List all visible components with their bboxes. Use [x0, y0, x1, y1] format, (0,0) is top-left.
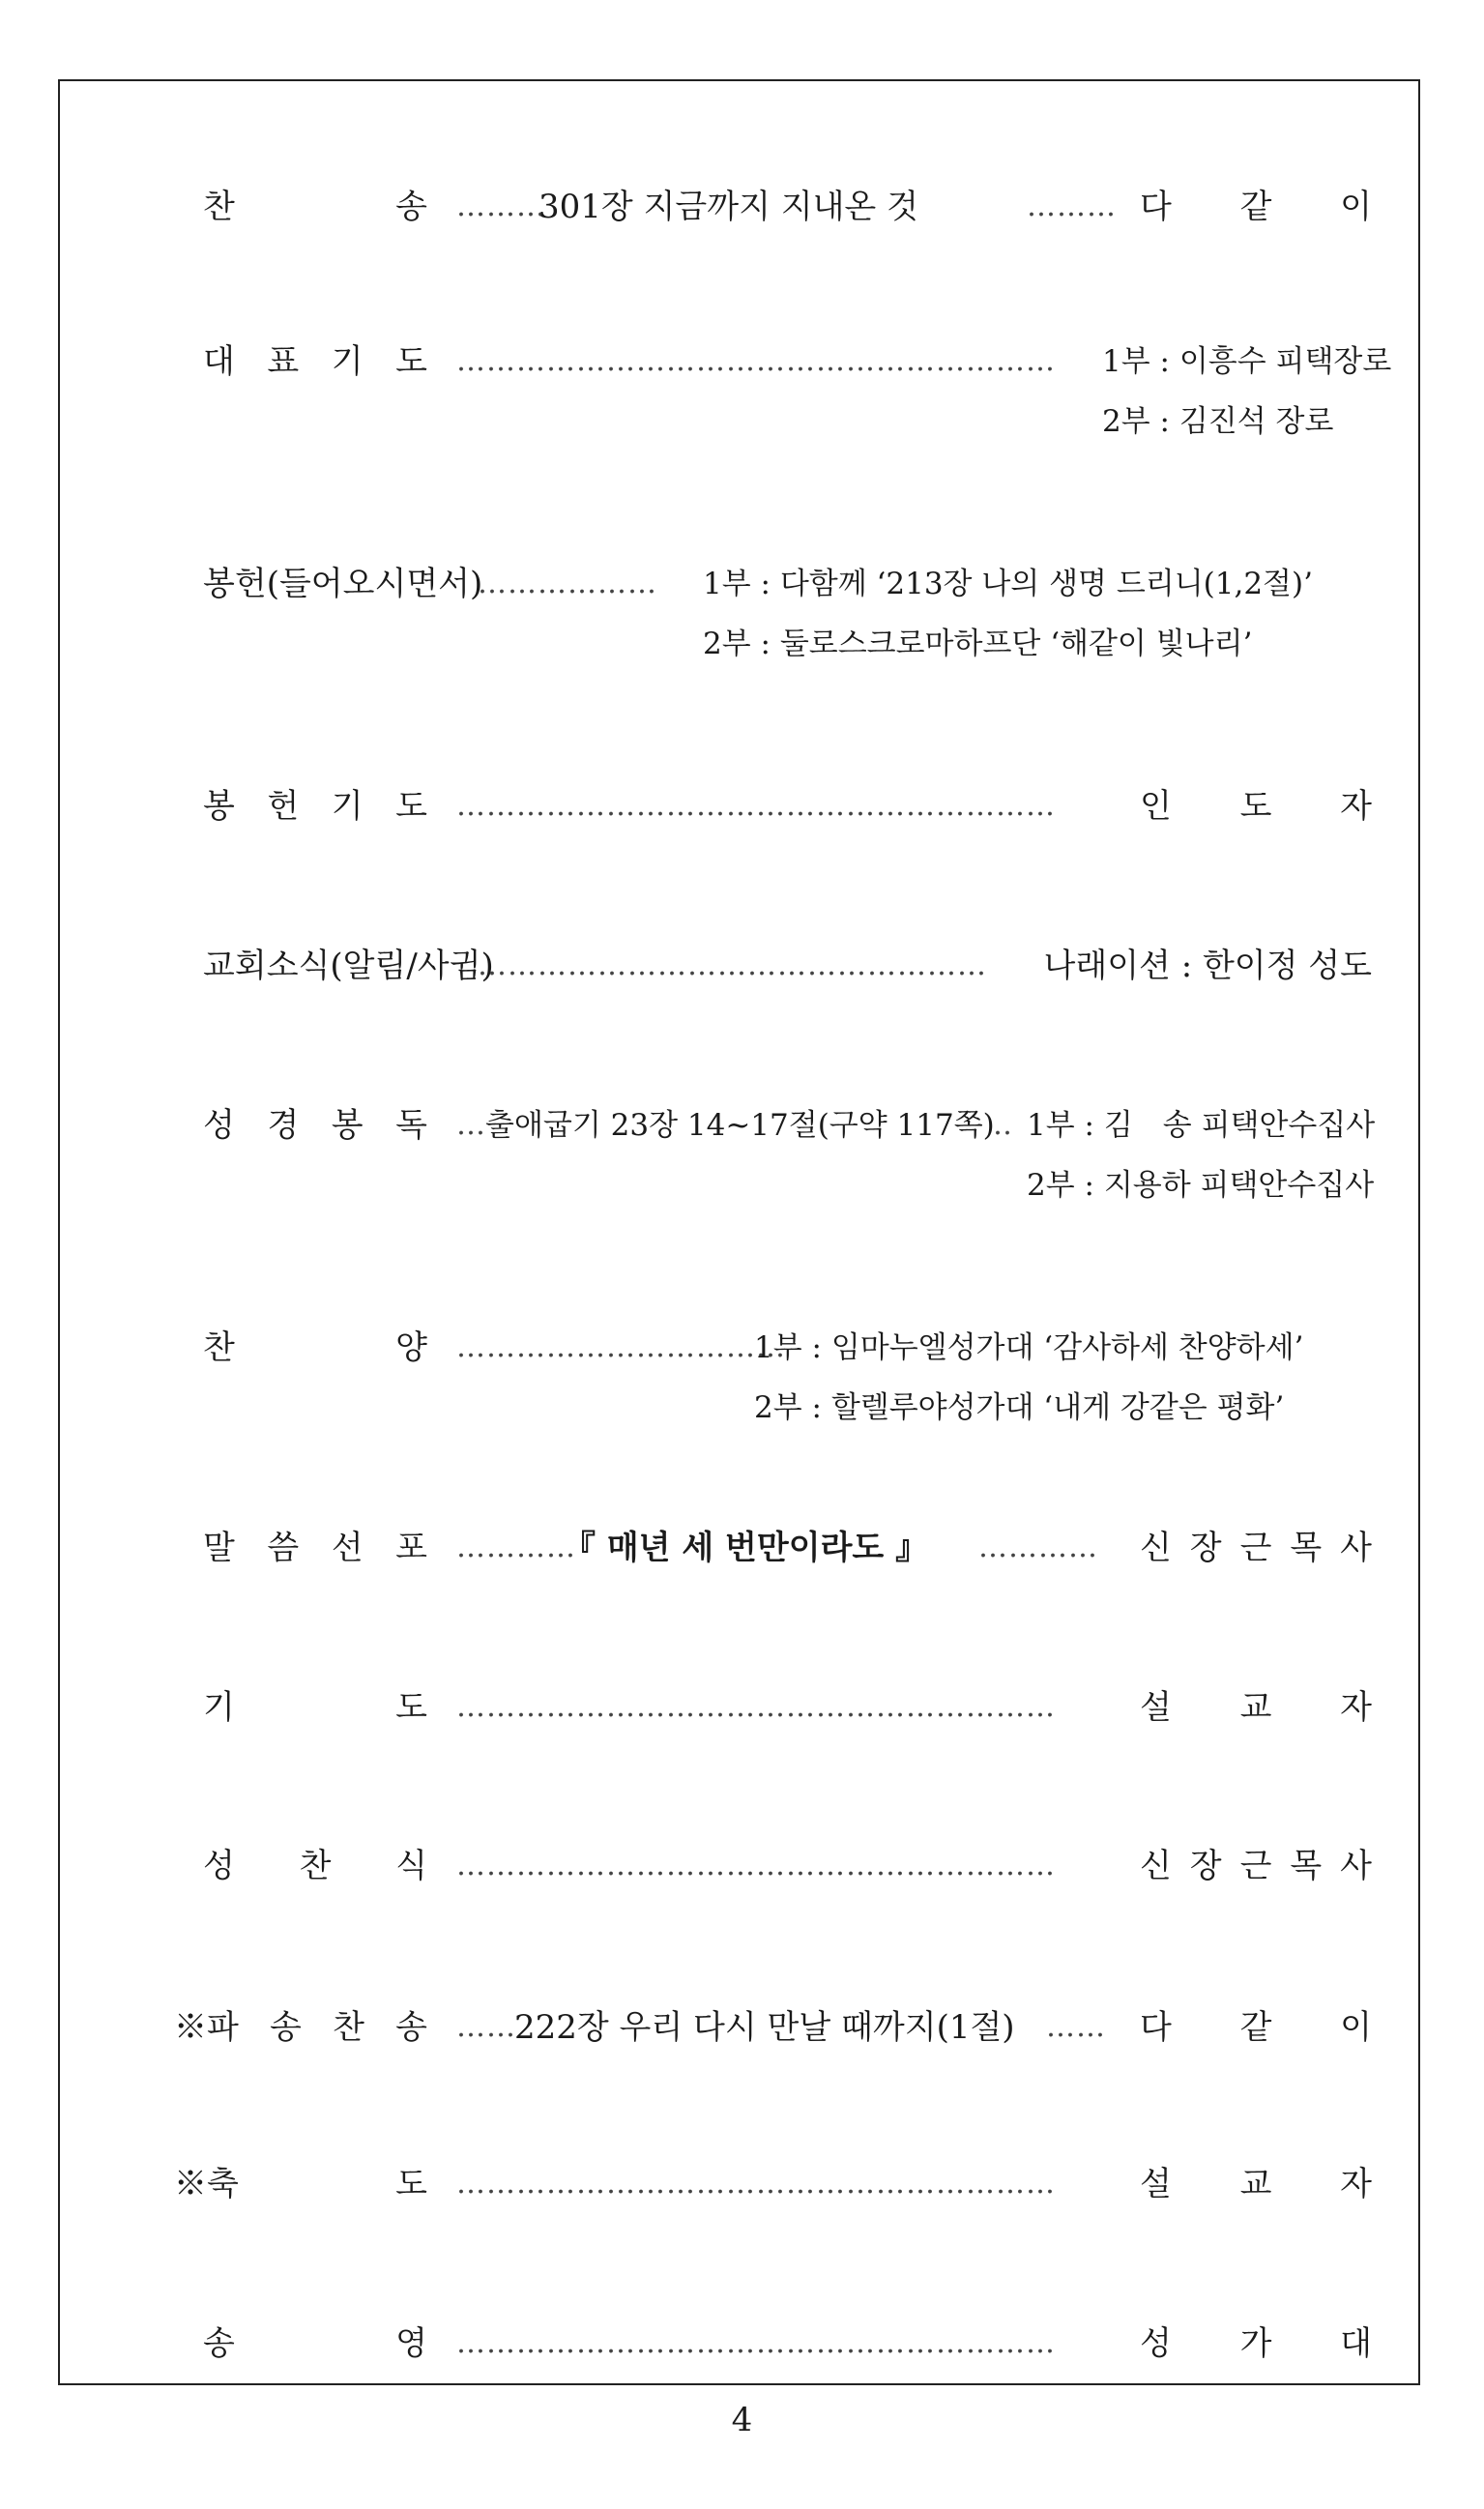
- session-2-choir: 2부 : 할렐루야성가대 ‘내게 강같은 평화’: [754, 1390, 1285, 1425]
- leader-dots: ……………………………………………………: [456, 1849, 1056, 1882]
- leader-dots: ……………………………………………………: [456, 2326, 1056, 2360]
- item-role: [1140, 1998, 1372, 2057]
- label-char: 봉: [331, 1106, 364, 1145]
- role-char: 신: [1140, 1847, 1172, 1885]
- role-char: 이: [1340, 188, 1372, 226]
- label-char: 양: [395, 1328, 427, 1367]
- item-offering-line2: [60, 615, 1418, 673]
- leader-dots: ……………………………: [456, 1330, 786, 1364]
- order-of-worship-frame: [58, 79, 1420, 2385]
- role-char: 성: [1140, 2324, 1172, 2363]
- item-role: [1140, 2155, 1372, 2213]
- item-label: [174, 1998, 427, 2057]
- label-char: 봉: [203, 787, 235, 826]
- item-offering: [60, 555, 1418, 613]
- item-role: [1140, 777, 1372, 835]
- item-role: [1140, 2315, 1372, 2373]
- role-char: 자: [1340, 1688, 1372, 1727]
- label-char: 씀: [267, 1529, 300, 1567]
- label-char: 송: [395, 2008, 427, 2047]
- item-doxology: [60, 2315, 1418, 2373]
- role-char: 다: [1140, 2008, 1172, 2047]
- item-label: [203, 1837, 427, 1895]
- label-char: 도: [395, 342, 427, 381]
- role-char: 이: [1340, 2008, 1372, 2047]
- role-char: 설: [1140, 2165, 1172, 2203]
- session-2-reader: 2부 : 지용하 피택안수집사: [1027, 1168, 1375, 1203]
- label-char: ※축: [174, 2165, 239, 2203]
- session-1-leader: 1부 : 이흥수 피택장로: [1102, 344, 1392, 379]
- label-char: 기: [331, 787, 364, 826]
- label-char: 기: [331, 342, 364, 381]
- label-char: 독: [395, 1106, 427, 1145]
- role-char: 같: [1239, 188, 1272, 226]
- session-1-reader: 1부 : 김 송 피택안수집사: [1027, 1108, 1376, 1143]
- role-char: 가: [1239, 2324, 1272, 2363]
- label-char: 영: [395, 2324, 427, 2363]
- role-char: 목: [1290, 1847, 1323, 1885]
- label-char: 찬: [299, 1847, 332, 1885]
- role-char: 도: [1239, 787, 1272, 826]
- item-hymn: [60, 178, 1418, 236]
- role-char: 장: [1189, 1847, 1222, 1885]
- label-char: 헌: [267, 787, 300, 826]
- leader-dots: ……………………………………………: [478, 948, 987, 982]
- label-char: 찬: [333, 2008, 364, 2047]
- item-praise-line2: [60, 1379, 1418, 1437]
- item-label: [203, 1678, 427, 1736]
- item-label: [203, 178, 427, 236]
- item-communion: [60, 1837, 1418, 1895]
- role-char: 목: [1290, 1529, 1323, 1567]
- role-char: 인: [1140, 787, 1172, 826]
- role-char: 사: [1340, 1529, 1372, 1567]
- label-char: 도: [395, 787, 427, 826]
- leader-dots: ……………………………………………………: [456, 789, 1056, 823]
- item-praise: [60, 1319, 1418, 1377]
- item-role: [1140, 178, 1372, 236]
- item-scripture-reading-line2: [60, 1156, 1418, 1214]
- leader-dots: …: [456, 1108, 486, 1142]
- label-char: 식: [395, 1847, 427, 1885]
- role-char: 같: [1239, 2008, 1272, 2047]
- session-1-choir: 1부 : 임마누엘성가대 ‘감사하세 찬양하세’: [754, 1330, 1304, 1365]
- item-scripture-reading: [60, 1096, 1418, 1154]
- role-char: 장: [1189, 1529, 1222, 1567]
- leader-dots: ‥: [993, 1108, 1014, 1142]
- label-char: 선: [331, 1529, 364, 1567]
- leader-dots: ………: [1027, 190, 1117, 223]
- leader-dots: ……………………………………………………: [456, 344, 1056, 378]
- role-char: 사: [1340, 1847, 1372, 1885]
- role-char: 대: [1340, 2324, 1372, 2363]
- item-label: 교회소식(알림/사귐): [203, 947, 494, 985]
- item-label: [203, 333, 427, 391]
- label-char: 성: [203, 1106, 235, 1145]
- item-content: 301장 지금까지 지내온 것: [538, 188, 918, 226]
- leader-dots: …………: [456, 1531, 576, 1564]
- item-label: [203, 1319, 427, 1377]
- label-char: 경: [267, 1106, 300, 1145]
- label-char: 찬: [203, 1328, 235, 1367]
- page-number: 4: [731, 2401, 753, 2439]
- item-sermon: [60, 1519, 1418, 1577]
- item-label: [203, 1096, 427, 1154]
- item-prayer: [60, 1678, 1418, 1736]
- session-1-offering: 1부 : 다함께 ‘213장 나의 생명 드리니(1,2절)’: [703, 567, 1313, 601]
- item-representative-prayer: [60, 333, 1418, 391]
- role-char: 설: [1140, 1688, 1172, 1727]
- label-char: 기: [203, 1688, 235, 1727]
- item-representative-prayer-line2: [60, 393, 1418, 451]
- item-label: [203, 777, 427, 835]
- item-label: 봉헌(들어오시면서): [203, 565, 483, 603]
- label-char: 표: [267, 342, 300, 381]
- label-char: 송: [395, 188, 427, 226]
- label-char: 도: [395, 1688, 427, 1727]
- leader-dots: ……………………………………………………: [456, 1690, 1056, 1724]
- label-char: 도: [395, 2165, 427, 2203]
- item-content: 222장 우리 다시 만날 때까지(1절): [514, 2008, 1015, 2047]
- item-role: [1140, 1519, 1372, 1577]
- session-2-leader: 2부 : 김진석 장로: [1102, 404, 1334, 439]
- item-content: 나래이션 : 한이정 성도: [1043, 947, 1372, 985]
- leader-dots: ……………………………………………………: [456, 2167, 1056, 2201]
- role-char: 근: [1239, 1847, 1272, 1885]
- item-sending-hymn: [60, 1998, 1418, 2057]
- role-char: 자: [1340, 2165, 1372, 2203]
- role-char: 자: [1340, 787, 1372, 826]
- label-char: 송: [270, 2008, 302, 2047]
- label-char: 말: [203, 1529, 235, 1567]
- item-offering-prayer: [60, 777, 1418, 835]
- label-char: 송: [203, 2324, 235, 2363]
- role-char: 근: [1239, 1529, 1272, 1567]
- leader-dots: ……: [456, 2010, 516, 2044]
- scripture-passage: 출애굽기 23장 14~17절(구약 117쪽): [485, 1108, 995, 1143]
- leader-dots: ………………: [478, 567, 657, 600]
- role-char: 신: [1140, 1529, 1172, 1567]
- role-char: 교: [1239, 1688, 1272, 1727]
- role-char: 다: [1140, 188, 1172, 226]
- session-2-offering: 2부 : 둘로스크로마하프단 ‘해같이 빛나리’: [703, 627, 1253, 661]
- item-label: [203, 1519, 427, 1577]
- label-char: 성: [203, 1847, 235, 1885]
- item-label: [174, 2155, 427, 2213]
- leader-dots: ……: [1046, 2010, 1106, 2044]
- item-label: [203, 2315, 427, 2373]
- item-benediction: [60, 2155, 1418, 2213]
- item-role: [1140, 1678, 1372, 1736]
- sermon-title: 『 매년 세 번만이라도 』: [563, 1529, 929, 1567]
- label-char: 찬: [203, 188, 235, 226]
- label-char: 포: [395, 1529, 427, 1567]
- role-char: 교: [1239, 2165, 1272, 2203]
- leader-dots: ………: [456, 190, 546, 223]
- label-char: ※파: [174, 2008, 239, 2047]
- label-char: 대: [203, 342, 235, 381]
- item-church-news: [60, 937, 1418, 995]
- leader-dots: …………: [978, 1531, 1098, 1564]
- item-role: [1140, 1837, 1372, 1895]
